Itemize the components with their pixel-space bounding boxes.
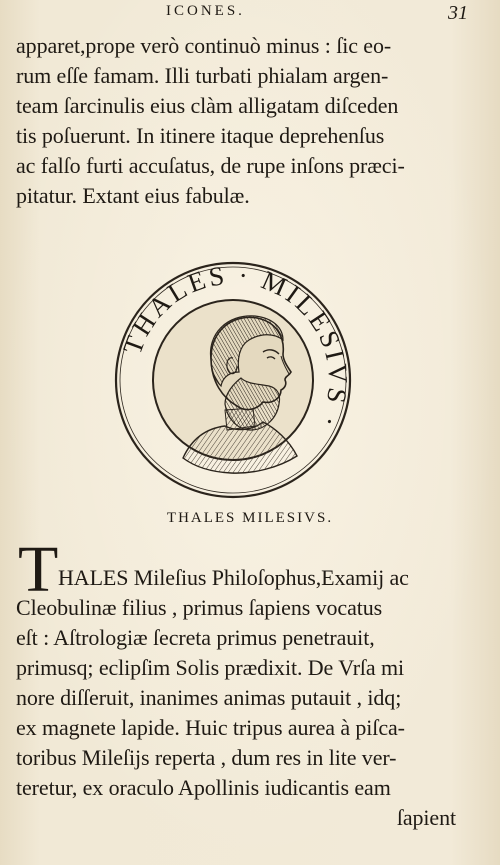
paragraph-top: [16, 31, 456, 211]
text-line: ac falſo furti accuſatus, de rupe inſons præci-: [16, 153, 405, 178]
text-line: HALES Mileſius Philoſophus,Examij ac: [58, 565, 409, 590]
drop-cap: T: [18, 533, 59, 606]
text-line: toribus Mileſijs reperta , dum res in lite ver-: [16, 745, 397, 770]
portrait-caption: THALES MILESIVS.: [166, 510, 334, 526]
text-line: team ſarcinulis eius clàm alligatam diſceden: [16, 93, 399, 118]
text-line: tis poſuerunt. In itinere itaque deprehenſus: [16, 123, 385, 148]
running-head: [0, 2, 500, 24]
text-line: teretur, ex oraculo Apollinis iudicantis eam: [16, 775, 391, 800]
text-line: primusq; eclipſim Solis prædixit. De Vrſa mi: [16, 655, 405, 680]
page-number: 31: [448, 2, 468, 24]
text-line: Cleobulinæ filius , primus ſapiens vocatus: [16, 595, 383, 620]
text-line: ex magnete lapide. Huic tripus aurea à piſca-: [16, 715, 405, 740]
medal-inscription: THALES · MILESIVS ·: [117, 260, 353, 435]
running-title: ICONES.: [166, 3, 245, 19]
text-line: apparet,prope verò continuò minus : ſic eo-: [16, 33, 392, 58]
text-line: pitatur. Extant eius fabulæ.: [16, 183, 250, 208]
text-line: eſt : Aſtrologiæ ſecreta primus penetrauit,: [16, 625, 375, 650]
catchword: ſapient: [396, 805, 456, 830]
portrait-medallion: [113, 260, 353, 500]
text-line: rum eſſe famam. Illi turbati phialam argen-: [16, 63, 389, 88]
paragraph-main: [16, 563, 456, 833]
text-line: nore diſſeruit, inanimes animas putauit , idq;: [16, 685, 402, 710]
